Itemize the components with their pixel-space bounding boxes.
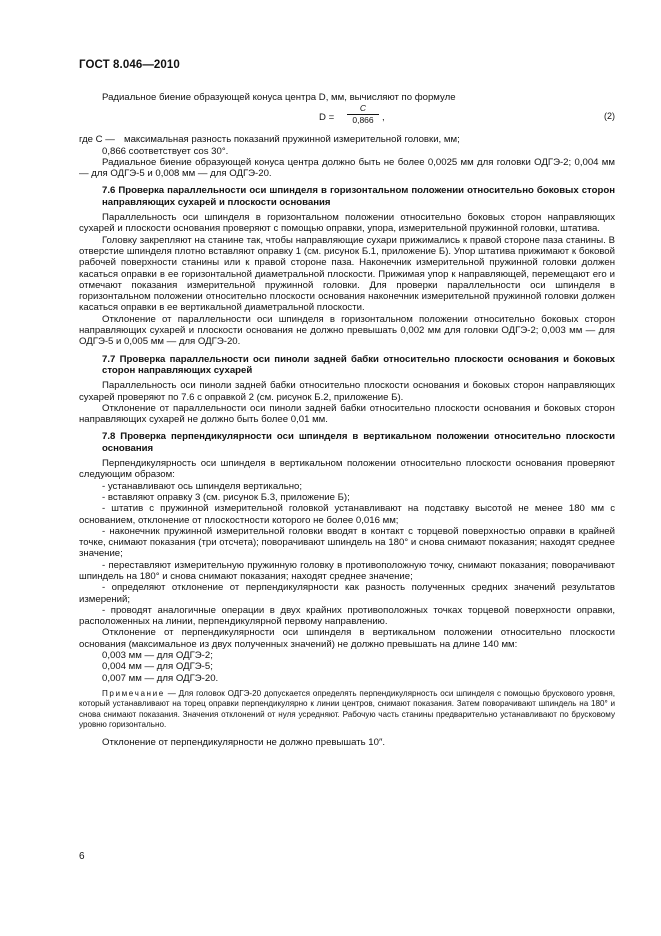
limit-line: 0,003 мм — для ОДГЭ-2; xyxy=(102,650,213,662)
final-paragraph: Отклонение от перпендикулярности не должно превышать 10″. xyxy=(102,736,386,748)
paragraph: Перпендикулярность оси шпинделя в вертикальном положении относительно плоскости основания проверяют следующим образом: xyxy=(79,458,615,481)
limit-line: 0,007 мм — для ОДГЭ-20. xyxy=(102,672,219,684)
list-item: - штатив с пружинной измерительной головкой устанавливают на подставку высотой не менее 180 мм с основанием, отклонение от плоскостности которого не более 0,016 мм; xyxy=(79,503,615,526)
paragraph: Параллельность оси пиноли задней бабки относительно плоскости основания и боковых сторон направляющих сухарей проверяют по 7.6 с оправкой 2 (см. рисунок Б.2, приложение Б). xyxy=(79,380,615,403)
formula-lhs: D = xyxy=(319,112,335,124)
list-item: - проводят аналогичные операции в двух крайних противоположных точках торцевой поверхности оправки, расположенных на линии, перпендикулярной первому направлению. xyxy=(79,604,615,628)
formula-comma: , xyxy=(382,112,385,124)
paragraph: Головку закрепляют на станине так, чтобы направляющие сухари прижимались к правой стороне паза станины. В отверстие шпинделя плотно вставляют оправку 1 (см. рисунок Б.1, приложение Б). Упор штатива прижимают к боковой рабочей поверхности станины или к правой стороне паза. Наконечник измерительной пружинной головки должен касаться оправки в ее горизонтальной диаметральной плоскости. Прижимая упор к направляющей, перемещают его и отмечают показания измерительной пружинной головки. Для проверки параллельности оси шпинделя в горизонтальном положении относительно плоскости основания наконечник измерительной пружинной головки должен касаться оправки в ее вертикальной диаметральной плоскости. xyxy=(79,234,615,314)
formula-block xyxy=(79,103,615,134)
list-item: - наконечник пружинной измерительной головки вводят в контакт с торцевой поверхностью оправки в крайней точке, снимают показания (три отсчета); поворачивают шпиндель на 180° и снова снимают показания; находят среднее значение; xyxy=(79,525,615,560)
formula-fraction xyxy=(347,104,379,125)
limit-line: 0,004 мм — для ОДГЭ-5; xyxy=(102,661,213,673)
list-item: - устанавливают ось шпинделя вертикально; xyxy=(102,480,303,492)
runout-paragraph: Радиальное биение образующей конуса центра должно быть не более 0,0025 мм для головки ОДГЭ-2; 0,004 мм — для ОДГЭ-5 и 0,008 мм — для ОДГЭ-20. xyxy=(79,156,615,180)
paragraph: Отклонение от параллельности оси шпинделя в горизонтальном положении относительно боковых сторон направляющих сухарей и плоскости основания не должно превышать 0,002 мм для головки ОДГЭ-2; 0,003 мм — для ОДГЭ-5 и 0,005 мм — для ОДГЭ-20. xyxy=(79,313,615,348)
paragraph: Отклонение от параллельности оси пиноли задней бабки относительно плоскости основания и боковых сторон направляющих сухарей не должно быть более 0,01 мм. xyxy=(79,402,615,426)
section-heading-7-6: 7.6 Проверка параллельности оси шпинделя в горизонтальном положении относительно боковых сторон направляющих сухарей и плоскости основания xyxy=(102,185,615,208)
paragraph: Отклонение от перпендикулярности оси шпинделя в вертикальном положении относительно плоскости основания (максимальное из двух полученных значений) не должно превышать на длине 140 мм: xyxy=(79,627,615,650)
list-item: - определяют отклонение от перпендикулярности как разность полученных средних значений результатов измерений; xyxy=(79,582,615,605)
where-label: где C — xyxy=(79,134,115,146)
where-text: максимальная разность показаний пружинной измерительной головки, мм; xyxy=(124,134,460,146)
list-item: - переставляют измерительную пружинную головку в противоположную точку, снимают показания; поворачивают шпиндель на 180° и снова снимают показания; находят среднее значение; xyxy=(79,559,615,582)
formula-denominator: 0,866 xyxy=(352,115,374,126)
equation-number: (2) xyxy=(604,111,615,122)
section-heading-7-8: 7.8 Проверка перпендикулярности оси шпинделя в вертикальном положении относительно плоскости основания xyxy=(102,431,615,454)
document-header: ГОСТ 8.046—2010 xyxy=(79,59,180,71)
formula-numerator: C xyxy=(359,103,367,114)
document-body xyxy=(79,92,615,748)
page-number: 6 xyxy=(79,851,85,862)
list-item: - вставляют оправку 3 (см. рисунок Б.3, приложение Б); xyxy=(102,491,350,503)
note-text: — Для головок ОДГЭ-20 допускается определять перпендикулярность оси шпинделя с помощью брускового уровня, который устанавливают на торец оправки перпендикулярно к линии центров, снимают показания. Затем поворачивают шпиндель на 180° и снова снимают показания. Значения отклонений от нуля усредняют. Рабочую часть станины предварительно устанавливают по брусковому уровню горизонтально. xyxy=(79,688,616,730)
formula-intro: Радиальное биение образующей конуса центра D, мм, вычисляют по формуле xyxy=(102,92,456,103)
paragraph: Параллельность оси шпинделя в горизонтальном положении относительно боковых сторон направляющих сухарей и плоскости основания проверяют с помощью оправки, упора, измерительной пружинной головки, штатива. xyxy=(79,212,615,235)
where-line xyxy=(79,134,615,145)
cos-line: 0,866 соответствует cos 30°. xyxy=(102,145,229,157)
note xyxy=(79,689,615,731)
note-label: Примечание xyxy=(102,688,165,698)
section-heading-7-7: 7.7 Проверка параллельности оси пиноли задней бабки относительно плоскости основания и боковых сторон направляющих сухарей xyxy=(102,353,615,376)
